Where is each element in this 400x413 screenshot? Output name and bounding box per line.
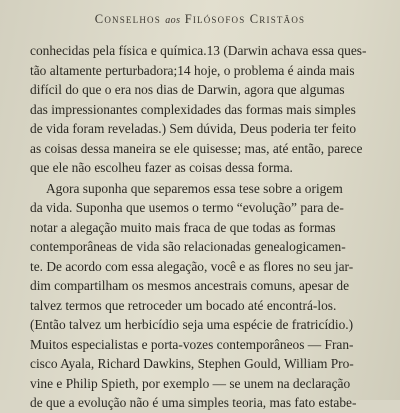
header-title-part1: Conselhos xyxy=(94,12,161,26)
paragraph-2 xyxy=(30,179,390,413)
text-line: da vida. Suponha que usemos o termo “evolução” para de- xyxy=(30,200,344,215)
text-line: te. De acordo com essa alegação, você e as flores no seu jar- xyxy=(30,258,354,274)
header-title-part2: aos xyxy=(165,15,181,26)
text-line: tão altamente perturbadora;14 hoje, o problema é ainda mais xyxy=(30,62,355,78)
text-line: vine e Philip Spieth, por exemplo — se unem na declaração xyxy=(30,375,351,391)
text-line: de que a evolução não é uma simples teoria, mas fato estabe- xyxy=(30,395,357,410)
text-line: notar a alegação muito mais fraca de que todas as formas xyxy=(30,219,336,235)
paragraph-1 xyxy=(30,41,390,178)
text-line: Muitos especialistas e porta-vozes contemporâneos — Fran- xyxy=(30,336,354,352)
text-line: conhecidas pela física e química.13 (Darwin achava essa ques- xyxy=(30,43,367,58)
text-line: das impressionantes complexidades das formas mais simples xyxy=(30,101,356,117)
text-line: contemporâneas de vida são relacionadas genealogicamen- xyxy=(30,239,346,254)
text-line: cisco Ayala, Richard Dawkins, Stephen Gould, William Pro- xyxy=(30,356,354,371)
text-line: (Então talvez um herbicídio seja uma espécie de fratricídio.) xyxy=(30,317,354,332)
text-line: Agora suponha que separemos essa tese sobre a origem xyxy=(46,180,343,196)
header-title-part3: Filósofos Cristãos xyxy=(184,12,306,26)
text-line: difícil do que o era nos dias de Darwin, agora que algumas xyxy=(30,82,345,97)
text-line: talvez termos que retroceder um bocado até encontrá-los. xyxy=(30,297,337,313)
text-line: que ele não escolheu fazer as coisas dessa forma. xyxy=(30,160,293,175)
text-line: dim compartilham os mesmos ancestrais comuns, apesar de xyxy=(30,278,350,293)
running-header xyxy=(0,12,400,27)
page-body-text xyxy=(30,41,390,413)
text-line: de vida foram reveladas.) Sem dúvida, Deus poderia ter feito xyxy=(30,121,357,136)
text-line: as coisas dessa maneira se ele quisesse; mas, até então, parece xyxy=(30,140,363,156)
